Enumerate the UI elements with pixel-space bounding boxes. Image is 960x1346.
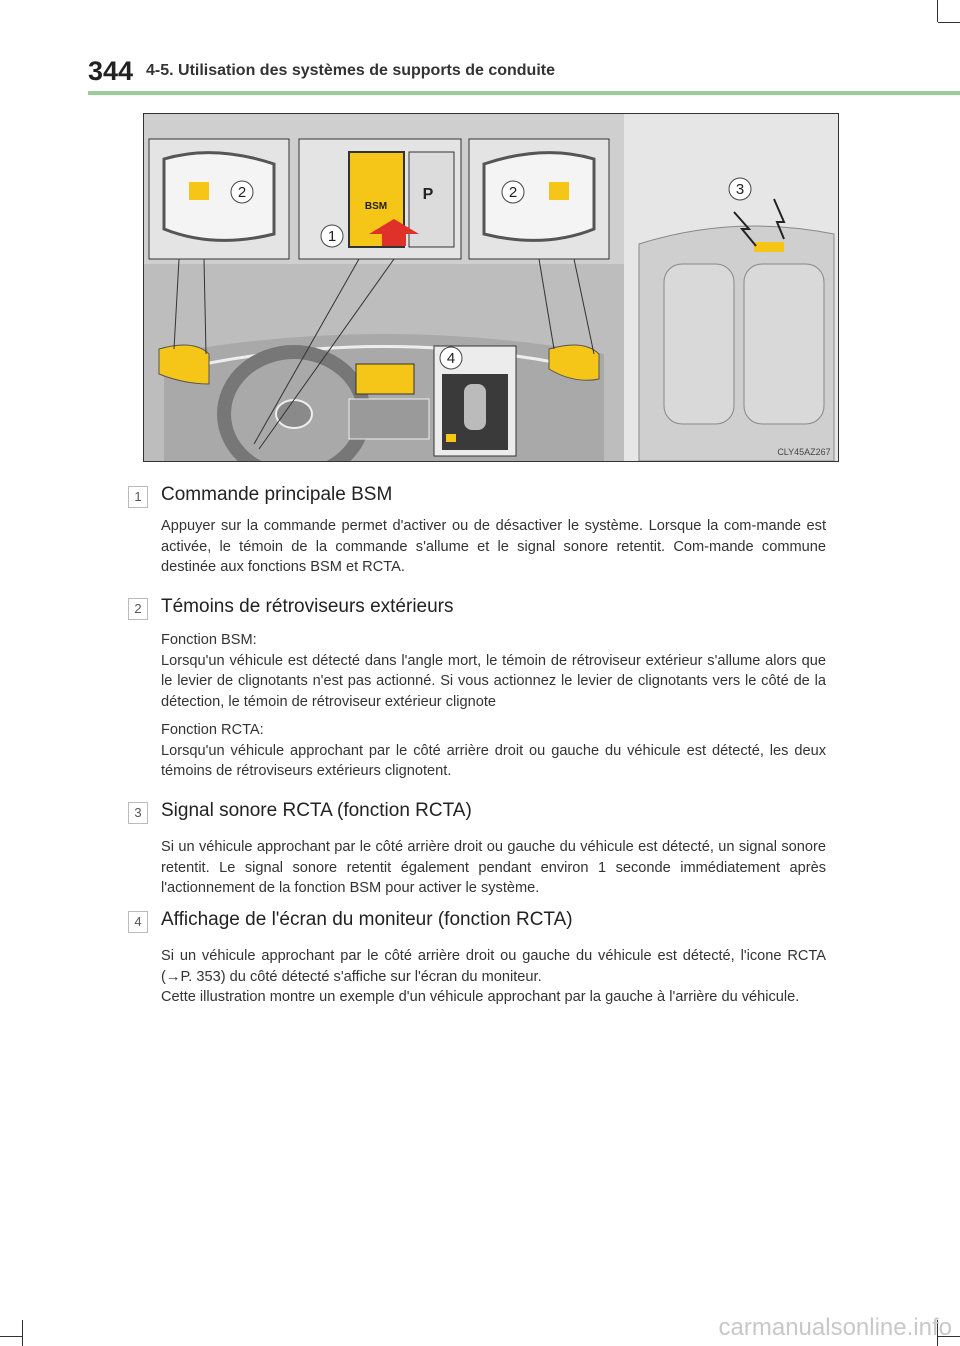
item-description bbox=[161, 946, 826, 1008]
paragraph: Lorsqu'un véhicule approchant par le côté arrière droit ou gauche du véhicule est détecté, les deux témoins de rétroviseurs extérieurs clignotent. bbox=[161, 742, 826, 779]
paragraph: Fonction RCTA: bbox=[161, 722, 264, 738]
callout-2-right: 2 bbox=[508, 184, 518, 201]
bsm-illustration bbox=[143, 113, 839, 462]
paragraph: Fonction BSM: bbox=[161, 632, 257, 648]
illustration-code: CLY45AZ267 bbox=[777, 447, 831, 457]
callout-4: 4 bbox=[446, 350, 456, 367]
crop-mark bbox=[937, 0, 938, 22]
item-number: 4 bbox=[128, 911, 148, 933]
page-number: 344 bbox=[88, 56, 134, 86]
item-title: Affichage de l'écran du moniteur (fonction RCTA) bbox=[161, 909, 573, 930]
page-header bbox=[88, 52, 960, 92]
item-description bbox=[161, 630, 826, 782]
paragraph: Si un véhicule approchant par le côté arrière droit ou gauche du véhicule est détecté, un signal sonore retentit. Le signal sonore retentit également pendant environ 1 seconde immédiatement après l'actionnement de la fonction BSM pour activer le système. bbox=[161, 839, 826, 896]
item-title: Signal sonore RCTA (fonction RCTA) bbox=[161, 800, 472, 821]
item-description bbox=[161, 516, 826, 578]
item-number: 1 bbox=[128, 486, 148, 508]
item-number: 3 bbox=[128, 802, 148, 824]
callout-3: 3 bbox=[735, 181, 745, 198]
item-title: Commande principale BSM bbox=[161, 484, 393, 505]
header-divider bbox=[88, 91, 960, 95]
bsm-button-label: BSM bbox=[364, 201, 388, 212]
item-title: Témoins de rétroviseurs extérieurs bbox=[161, 596, 454, 617]
paragraph: Cette illustration montre un exemple d'un véhicule approchant par la gauche à l'arrière du véhicule. bbox=[161, 989, 800, 1005]
crop-mark bbox=[22, 1320, 23, 1346]
parking-label: P bbox=[422, 186, 434, 203]
item-number: 2 bbox=[128, 598, 148, 620]
paragraph: Si un véhicule approchant par le côté arrière droit ou gauche du véhicule est détecté, l'icone RCTA (→P. 353) du côté détecté s'affiche sur l'écran du moniteur. bbox=[161, 948, 826, 985]
paragraph: Lorsqu'un véhicule est détecté dans l'angle mort, le témoin de rétroviseur extérieur s'allume alors que le levier de clignotants n'est pas actionné. Si vous actionnez le levier de clignotants vers le côté de la détection, le témoin de rétroviseur extérieur clignote bbox=[161, 652, 826, 710]
crop-mark bbox=[938, 22, 960, 23]
callout-1: 1 bbox=[327, 228, 337, 245]
section-title: 4-5. Utilisation des systèmes de supports de conduite bbox=[146, 62, 555, 79]
crop-mark bbox=[0, 1336, 22, 1337]
callout-2-left: 2 bbox=[237, 184, 247, 201]
paragraph: Appuyer sur la commande permet d'activer ou de désactiver le système. Lorsque la com-mande est activée, le témoin de la commande s'allume et le signal sonore retentit. Com-mande commune destinée aux fonctions BSM et RCTA. bbox=[161, 518, 826, 575]
watermark: carmanualsonline.info bbox=[718, 1314, 952, 1341]
item-description bbox=[161, 837, 826, 899]
